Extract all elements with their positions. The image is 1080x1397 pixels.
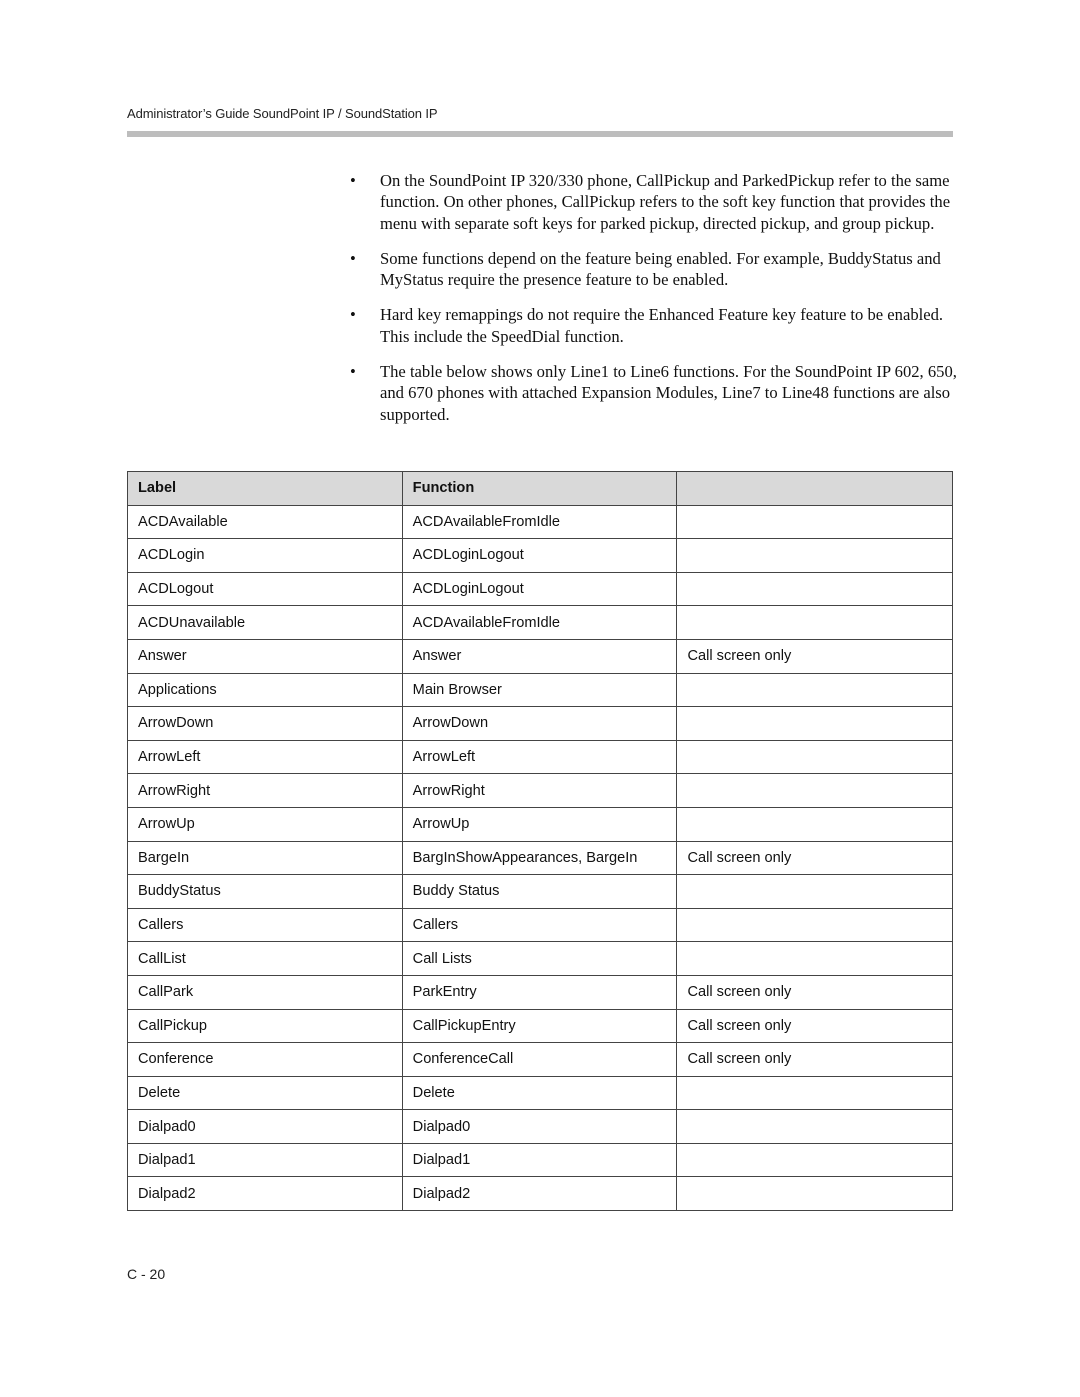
function-cell: Dialpad1	[402, 1143, 677, 1177]
label-cell: Applications	[128, 673, 403, 707]
notes-cell	[677, 1076, 953, 1110]
table-row	[128, 1110, 953, 1144]
label-cell: CallPickup	[128, 1009, 403, 1043]
function-cell: Dialpad0	[402, 1110, 677, 1144]
table-header-row	[128, 472, 953, 506]
table-row	[128, 875, 953, 909]
notes-cell	[677, 673, 953, 707]
notes-cell	[677, 1177, 953, 1211]
notes-cell	[677, 606, 953, 640]
table-row	[128, 975, 953, 1009]
bullet-icon: •	[350, 248, 356, 268]
note-item	[350, 170, 960, 234]
label-cell: ACDAvailable	[128, 505, 403, 539]
column-header-function: Function	[402, 472, 677, 506]
label-cell: ACDLogin	[128, 539, 403, 573]
notes-cell: Call screen only	[677, 975, 953, 1009]
column-header-notes	[677, 472, 953, 506]
notes-cell	[677, 942, 953, 976]
label-cell: BargeIn	[128, 841, 403, 875]
note-text: The table below shows only Line1 to Line6 functions. For the SoundPoint IP 602, 650, and 670 phones with attached Expansion Modules, Line7 to Line48 functions are also supported.	[380, 362, 957, 424]
notes-cell: Call screen only	[677, 639, 953, 673]
label-cell: Dialpad1	[128, 1143, 403, 1177]
table-row	[128, 942, 953, 976]
label-cell: Answer	[128, 639, 403, 673]
function-cell: Answer	[402, 639, 677, 673]
label-cell: ArrowRight	[128, 774, 403, 808]
notes-cell	[677, 774, 953, 808]
header-rule	[127, 131, 953, 137]
function-cell: Delete	[402, 1076, 677, 1110]
notes-cell	[677, 505, 953, 539]
notes-cell	[677, 1143, 953, 1177]
table-row	[128, 774, 953, 808]
note-text: On the SoundPoint IP 320/330 phone, CallPickup and ParkedPickup refer to the same function. On other phones, CallPickup refers to the soft key function that provides the menu with separate soft keys for parked pickup, directed pickup, and group pickup.	[380, 171, 951, 233]
label-cell: ACDUnavailable	[128, 606, 403, 640]
function-cell: ArrowRight	[402, 774, 677, 808]
label-cell: Delete	[128, 1076, 403, 1110]
table-row	[128, 1143, 953, 1177]
notes-cell	[677, 875, 953, 909]
note-item	[350, 248, 960, 291]
function-cell: ArrowLeft	[402, 740, 677, 774]
table-row	[128, 572, 953, 606]
notes-cell: Call screen only	[677, 1009, 953, 1043]
table-row	[128, 740, 953, 774]
page-number: C - 20	[127, 1266, 166, 1282]
table-row	[128, 841, 953, 875]
function-cell: Callers	[402, 908, 677, 942]
notes-cell	[677, 908, 953, 942]
label-cell: CallList	[128, 942, 403, 976]
function-cell: ACDLoginLogout	[402, 572, 677, 606]
function-cell: ACDAvailableFromIdle	[402, 606, 677, 640]
function-cell: ACDLoginLogout	[402, 539, 677, 573]
function-cell: Buddy Status	[402, 875, 677, 909]
note-item	[350, 304, 960, 347]
function-cell: ACDAvailableFromIdle	[402, 505, 677, 539]
notes-cell: Call screen only	[677, 841, 953, 875]
notes-cell	[677, 572, 953, 606]
notes-cell	[677, 740, 953, 774]
label-cell: Dialpad0	[128, 1110, 403, 1144]
bullet-icon: •	[350, 171, 356, 190]
function-cell: ArrowDown	[402, 707, 677, 741]
notes-cell	[677, 1110, 953, 1144]
function-cell: Dialpad2	[402, 1177, 677, 1211]
table-row	[128, 673, 953, 707]
table-body	[128, 505, 953, 1210]
label-cell: ArrowUp	[128, 807, 403, 841]
function-cell: ConferenceCall	[402, 1043, 677, 1077]
function-cell: Call Lists	[402, 942, 677, 976]
label-cell: ArrowLeft	[128, 740, 403, 774]
label-cell: ACDLogout	[128, 572, 403, 606]
bullet-icon: •	[350, 362, 356, 382]
table-row	[128, 539, 953, 573]
function-cell: ArrowUp	[402, 807, 677, 841]
table-row	[128, 1177, 953, 1211]
table-row	[128, 639, 953, 673]
notes-cell	[677, 539, 953, 573]
function-cell: Main Browser	[402, 673, 677, 707]
note-text: Some functions depend on the feature being enabled. For example, BuddyStatus and MyStatus require the presence feature to be enabled.	[380, 248, 941, 290]
table-row	[128, 1076, 953, 1110]
label-cell: Callers	[128, 908, 403, 942]
table-row	[128, 707, 953, 741]
notes-cell	[677, 707, 953, 741]
label-cell: ArrowDown	[128, 707, 403, 741]
table-row	[128, 1009, 953, 1043]
key-function-table	[127, 471, 953, 1211]
column-header-label: Label	[128, 472, 403, 506]
label-cell: CallPark	[128, 975, 403, 1009]
notes-list	[350, 170, 960, 439]
label-cell: Dialpad2	[128, 1177, 403, 1211]
table-row	[128, 606, 953, 640]
note-text: Hard key remappings do not require the Enhanced Feature key feature to be enabled. This include the SpeedDial function.	[380, 305, 944, 346]
table-row	[128, 505, 953, 539]
notes-cell	[677, 807, 953, 841]
label-cell: BuddyStatus	[128, 875, 403, 909]
function-cell: BargInShowAppearances, BargeIn	[402, 841, 677, 875]
table-row	[128, 807, 953, 841]
table-row	[128, 1043, 953, 1077]
bullet-icon: •	[350, 305, 356, 325]
function-cell: ParkEntry	[402, 975, 677, 1009]
function-cell: CallPickupEntry	[402, 1009, 677, 1043]
note-item	[350, 361, 960, 425]
notes-cell: Call screen only	[677, 1043, 953, 1077]
table-row	[128, 908, 953, 942]
label-cell: Conference	[128, 1043, 403, 1077]
running-header: Administrator’s Guide SoundPoint IP / SoundStation IP	[127, 106, 438, 121]
